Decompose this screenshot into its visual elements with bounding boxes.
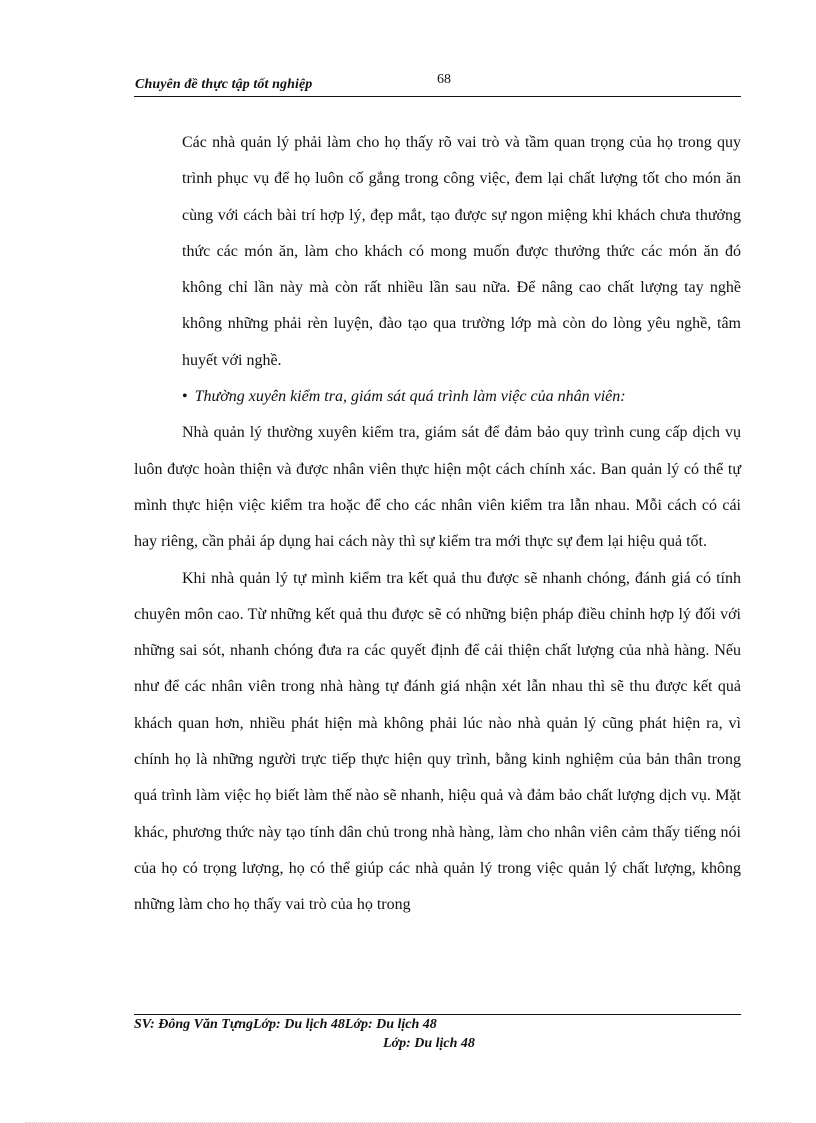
paragraph-2: Nhà quản lý thường xuyên kiểm tra, giám sát để đảm bảo quy trình cung cấp dịch vụ luôn được hoàn thiện và được nhân viên thực hiện một cách chính xác. Ban quản lý có thể tự mình thực hiện việc kiểm tra hoặc để cho các nhân viên kiểm tra lẫn nhau. Mỗi cách có cái hay riêng, cần phải áp dụng hai cách này thì sự kiểm tra mới thực sự đem lại hiệu quả tốt. [134, 424, 741, 551]
page-number: 68 [437, 72, 451, 87]
bullet-text: Thường xuyên kiểm tra, giám sát quá trình làm việc của nhân viên: [194, 388, 626, 406]
footer-class-info: Lớp: Du lịch 48 [383, 1036, 475, 1051]
header-divider [134, 96, 741, 97]
header-title: Chuyên đề thực tập tốt nghiệp [135, 77, 313, 92]
paragraph-3: Khi nhà quản lý tự mình kiểm tra kết quả thu được sẽ nhanh chóng, đánh giá có tính chuyên môn cao. Từ những kết quả thu được sẽ có những biện pháp điều chỉnh hợp lý đối với những sai sót, nhanh chóng đưa ra các quyết định để cải thiện chất lượng của nhà hàng. Nếu như để các nhân viên trong nhà hàng tự đánh giá nhận xét lẫn nhau thì sẽ thu được kết quả khách quan hơn, nhiều phát hiện mà không phải lúc nào nhà quản lý cũng phát hiện ra, vì chính họ là những người trực tiếp thực hiện quy trình, bằng kinh nghiệm của bản thân trong quá trình làm việc họ biết làm thế nào sẽ nhanh, hiệu quả và đảm bảo chất lượng dịch vụ. Mặt khác, phương thức này tạo tính dân chủ trong nhà hàng, làm cho nhân viên cảm thấy tiếng nói của họ có trọng lượng, họ có thể giúp các nhà quản lý trong việc quản lý chất lượng, không những làm cho họ thấy vai trò của họ trong [134, 569, 741, 914]
paragraph-1: Các nhà quản lý phải làm cho họ thấy rõ vai trò và tầm quan trọng của họ trong quy trình phục vụ để họ luôn cố gắng trong công việc, đem lại chất lượng tốt cho món ăn cùng với cách bài trí hợp lý, đẹp mắt, tạo được sự ngon miệng khi khách chưa thưởng thức các món ăn, làm cho khách có mong muốn được thưởng thức các món ăn đó không chỉ lần này mà còn rất nhiều lần sau nữa. Để nâng cao chất lượng tay nghề không những phải rèn luyện, đào tạo qua trường lớp mà còn do lòng yêu nghề, tâm huyết với nghề. [182, 134, 741, 369]
footer-student-info: SV: Đông Văn TựngLớp: Du lịch 48Lớp: Du lịch 48 [134, 1017, 437, 1032]
document-body [134, 125, 741, 924]
footer-divider [134, 1014, 741, 1015]
bullet-icon: • [182, 388, 188, 406]
bullet-item [134, 379, 741, 415]
